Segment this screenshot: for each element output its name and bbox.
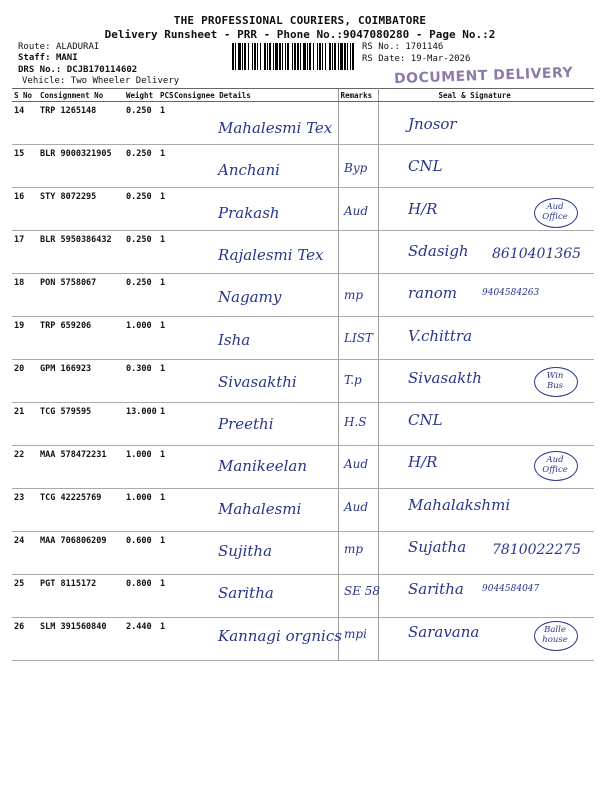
col-header-seal: Seal & Signature — [378, 89, 594, 102]
vehicle-line — [22, 76, 179, 87]
cell-sno: 15 — [12, 145, 38, 188]
route-value: ALADURAI — [55, 42, 100, 52]
circled-note-text: Win Bus — [546, 370, 564, 391]
cell-consignment-no: PGT 8115172 — [38, 575, 124, 618]
runsheet-subtitle: Delivery Runsheet - PRR - Phone No.:9047080280 - Page No.:2 — [104, 28, 496, 41]
col-header-consignee: Consignee Details — [172, 89, 338, 102]
handwritten-remark: SE 58 — [344, 584, 381, 599]
table-row — [12, 145, 594, 188]
vehicle-value: Two Wheeler Delivery — [70, 76, 180, 86]
cell-weight: 1.000 — [124, 446, 158, 489]
cell-consignment-no: TRP 1265148 — [38, 102, 124, 145]
staff-label: Staff: — [18, 53, 51, 63]
cell-weight: 0.800 — [124, 575, 158, 618]
cell-sno: 18 — [12, 274, 38, 317]
circled-note-text: Balle house — [542, 624, 568, 645]
cell-pcs: 1 — [158, 317, 172, 360]
handwritten-consignee: Isha — [218, 330, 251, 349]
cell-pcs: 1 — [158, 274, 172, 317]
route-label: Route: — [18, 42, 51, 52]
handwritten-remark: mp — [344, 288, 364, 303]
rs-no-value: 1701146 — [405, 42, 444, 52]
handwritten-signature: Sujatha — [408, 538, 467, 556]
col-header-remarks: Remarks — [338, 89, 378, 102]
cell-sno: 24 — [12, 532, 38, 575]
handwritten-remark: mp — [344, 542, 364, 556]
handwritten-remark: Aud — [344, 457, 369, 472]
cell-weight: 0.300 — [124, 360, 158, 403]
cell-pcs: 1 — [158, 489, 172, 532]
cell-weight: 2.440 — [124, 618, 158, 661]
handwritten-consignee: Nagamy — [218, 288, 282, 307]
cell-sno: 21 — [12, 403, 38, 446]
table-header-row — [12, 89, 594, 102]
handwritten-consignee: Preethi — [218, 415, 274, 434]
cell-sno: 23 — [12, 489, 38, 532]
cell-sno: 25 — [12, 575, 38, 618]
rs-no-line — [362, 42, 443, 53]
cell-consignment-no: MAA 578472231 — [38, 446, 124, 489]
cell-pcs: 1 — [158, 403, 172, 446]
drs-line — [18, 65, 137, 76]
cell-remarks — [338, 102, 378, 145]
handwritten-phone-note: 9404584263 — [482, 288, 540, 299]
cell-sno: 14 — [12, 102, 38, 145]
circled-note-text: Aud Office — [542, 455, 568, 476]
handwritten-signature: Saravana — [408, 622, 480, 641]
cell-sno: 26 — [12, 618, 38, 661]
cell-consignment-no: SLM 391560840 — [38, 618, 124, 661]
col-header-weight: Weight — [124, 89, 158, 102]
cell-consignment-no: PON 5758067 — [38, 274, 124, 317]
cell-consignment-no: BLR 5950386432 — [38, 231, 124, 274]
table-row — [12, 403, 594, 446]
barcode — [232, 43, 356, 70]
cell-consignment-no: TRP 659206 — [38, 317, 124, 360]
cell-weight: 0.250 — [124, 231, 158, 274]
handwritten-phone-note: 8610401365 — [492, 245, 582, 262]
handwritten-consignee: Manikeelan — [218, 457, 308, 476]
handwritten-signature: Sivasakth — [408, 368, 482, 387]
handwritten-consignee: Sivasakthi — [218, 372, 297, 391]
handwritten-signature: Jnosor — [408, 115, 457, 133]
rs-date-line — [362, 54, 470, 65]
cell-pcs: 1 — [158, 532, 172, 575]
cell-weight: 0.250 — [124, 274, 158, 317]
cell-consignment-no: TCG 42225769 — [38, 489, 124, 532]
cell-pcs: 1 — [158, 360, 172, 403]
cell-sno: 16 — [12, 188, 38, 231]
runsheet-table — [12, 88, 594, 661]
handwritten-remark: T.p — [344, 372, 362, 387]
handwritten-signature: H/R — [408, 199, 438, 218]
cell-pcs: 1 — [158, 188, 172, 231]
table-row — [12, 360, 594, 403]
handwritten-signature: ranom — [408, 284, 458, 303]
company-title: THE PROFESSIONAL COURIERS, COIMBATORE — [173, 14, 427, 27]
cell-pcs: 1 — [158, 231, 172, 274]
handwritten-remark: H.S — [344, 415, 367, 430]
cell-weight: 0.250 — [124, 188, 158, 231]
cell-pcs: 1 — [158, 102, 172, 145]
cell-weight: 1.000 — [124, 489, 158, 532]
handwritten-consignee: Kannagi orgnics — [218, 626, 342, 645]
handwritten-signature: Sdasigh — [408, 241, 469, 260]
vehicle-label: Vehicle: — [22, 76, 66, 86]
cell-consignment-no: MAA 706806209 — [38, 532, 124, 575]
handwritten-consignee: Saritha — [218, 584, 274, 603]
cell-sno: 20 — [12, 360, 38, 403]
cell-weight: 0.250 — [124, 102, 158, 145]
staff-line — [18, 53, 78, 64]
rs-date-label: RS Date: — [362, 54, 406, 64]
col-header-consignment: Consignment No — [38, 89, 124, 102]
drs-label: DRS No.: — [18, 65, 62, 75]
handwritten-remark: LIST — [344, 330, 373, 345]
handwritten-signature: V.chittra — [408, 326, 473, 345]
cell-weight: 0.600 — [124, 532, 158, 575]
handwritten-consignee: Prakash — [218, 203, 280, 222]
handwritten-consignee: Mahalesmi Tex — [218, 119, 333, 137]
cell-sno: 17 — [12, 231, 38, 274]
handwritten-remark: Aud — [344, 499, 369, 514]
handwritten-signature: CNL — [408, 411, 443, 430]
cell-pcs: 1 — [158, 618, 172, 661]
handwritten-remark: Aud — [344, 203, 369, 218]
cell-sno: 19 — [12, 317, 38, 360]
col-header-pcs: PCS — [160, 90, 174, 100]
handwritten-consignee: Anchani — [218, 161, 280, 180]
rs-date-value: 19-Mar-2026 — [410, 54, 471, 64]
handwritten-remark: mpi — [344, 626, 367, 641]
cell-consignment-no: TCG 579595 — [38, 403, 124, 446]
handwritten-phone-note: 9044584047 — [482, 584, 540, 595]
cell-weight: 13.000 — [124, 403, 158, 446]
rs-no-label: RS No.: — [362, 42, 400, 52]
handwritten-signature: Mahalakshmi — [408, 495, 511, 514]
cell-pcs: 1 — [158, 575, 172, 618]
handwritten-signature: H/R — [408, 453, 438, 472]
cell-pcs: 1 — [158, 145, 172, 188]
table-row — [12, 317, 594, 360]
cell-sno: 22 — [12, 446, 38, 489]
cell-remarks — [338, 231, 378, 274]
table-row — [12, 575, 594, 618]
handwritten-phone-note: 7810022275 — [492, 542, 582, 558]
cell-consignment-no: BLR 9000321905 — [38, 145, 124, 188]
handwritten-signature: CNL — [408, 157, 443, 176]
handwritten-signature: Saritha — [408, 580, 464, 599]
route-line — [18, 42, 99, 53]
cell-weight: 1.000 — [124, 317, 158, 360]
handwritten-remark: Byp — [344, 161, 368, 176]
drs-value: DCJB170114602 — [66, 65, 138, 75]
table-row — [12, 188, 594, 231]
cell-weight: 0.250 — [124, 145, 158, 188]
cell-consignee — [172, 317, 338, 360]
cell-pcs: 1 — [158, 446, 172, 489]
circled-note-text: Aud Office — [542, 201, 568, 222]
col-header-sno: S No — [12, 89, 38, 102]
cell-consignment-no: STY 8072295 — [38, 188, 124, 231]
document-delivery-stamp: DOCUMENT DELIVERY — [393, 64, 574, 88]
cell-consignment-no: GPM 166923 — [38, 360, 124, 403]
handwritten-consignee: Mahalesmi — [218, 499, 302, 518]
handwritten-consignee: Rajalesmi Tex — [218, 245, 324, 264]
staff-value: MANI — [55, 53, 78, 63]
handwritten-consignee: Sujitha — [218, 542, 273, 560]
